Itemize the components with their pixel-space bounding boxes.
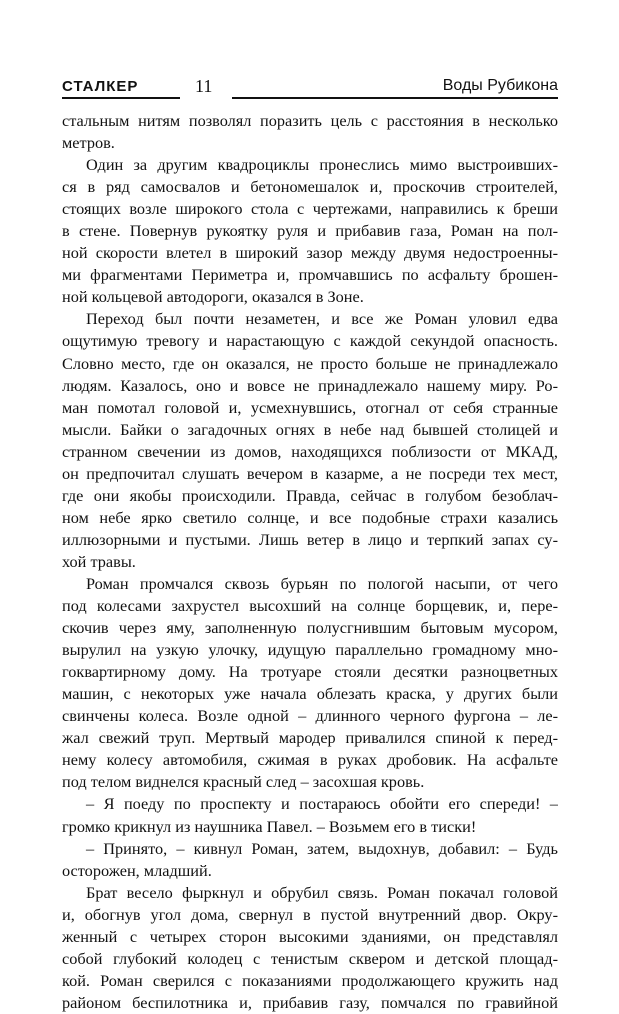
text-line: и, обогнув угол дома, свернул в пустой внутренний двор. Окру- [62, 904, 558, 924]
text-line: стальным нитям позволял поразить цель с расстояния в несколько [62, 111, 558, 130]
series-title: СТАЛКЕР [62, 78, 139, 95]
text-line: кой. Роман сверился с показаниями продолжающего кружить над [62, 970, 558, 990]
header-rule-left [62, 97, 180, 99]
text-line: хой травы. [62, 551, 136, 571]
text-line: где они якобы происходили. Правда, сейчас в голубом безоблач- [62, 485, 558, 505]
page-number: 11 [195, 76, 213, 96]
text-line: мысли. Байки о загадочных огнях в небе над бывшей столицей и [62, 419, 558, 439]
text-line: метров. [62, 133, 115, 153]
text-line: ман помотал головой и, усмехнувшись, отогнал от себя странные [62, 397, 558, 417]
text-line: вырулил на узкую улочку, идущую параллельно громадному мно- [62, 640, 558, 660]
text-line: громко крикнул из наушника Павел. – Возьмем его в тиски! [62, 816, 477, 836]
text-line: ной кольцевой автодороги, оказался в Зоне. [62, 287, 364, 307]
text-line: женный с четырех сторон высокими зданиями, он представлял [62, 926, 558, 946]
text-line: стоящих возле широкого стола с чертежами, направились к бреши [62, 199, 558, 219]
text-line: он предпочитал слушать вечером в казарме, а не посреди тех мест, [62, 463, 558, 483]
body-text [62, 110, 558, 1014]
text-line: Переход был почти незаметен, и все же Роман уловил едва [86, 309, 558, 329]
text-line: Брат весело фыркнул и обрубил связь. Роман покачал головой [86, 882, 558, 902]
text-line: скочив через яму, заполненную полусгнившим бытовым мусором, [62, 618, 558, 638]
text-line: под телом виднелся красный след – засохшая кровь. [62, 772, 425, 792]
text-line: ной скорости влетел в широкий зазор между двумя недостроенны- [62, 243, 558, 263]
text-line: Словно место, где он оказался, не просто больше не принадлежало [62, 353, 558, 373]
text-line: Роман промчался сквозь бурьян по пологой насыпи, от чего [86, 573, 558, 593]
text-line: нему колесу автомобиля, сжимая в руках дробовик. На асфальте [62, 750, 558, 770]
text-line: собой глубокий колодец с тенистым сквером и детской площад- [62, 948, 558, 968]
text-line: районом беспилотника и, прибавив газу, помчался по гравийной [62, 992, 558, 1012]
text-line: ном небе ярко светило солнце, и все подобные страхи казались [62, 507, 558, 527]
running-header [62, 78, 558, 102]
text-line: ми фрагментами Периметра и, промчавшись по асфальту брошен- [62, 265, 558, 285]
text-line: в стене. Повернув рукоятку руля и прибавив газа, Роман на пол- [62, 221, 558, 241]
text-line: свинчены колеса. Возле одной – длинного черного фургона – ле- [62, 706, 558, 726]
text-line: – Я поеду по проспекту и постараюсь обойти его спереди! – [86, 794, 558, 814]
text-line: машин, с некоторых уже начала облезать краска, у других были [62, 684, 558, 704]
text-line: жал свежий труп. Мертвый мародер привалился спиной к перед- [62, 728, 558, 748]
text-line: осторожен, младший. [62, 860, 212, 880]
text-line: ся в ряд самосвалов и бетономешалок и, проскочив строителей, [62, 177, 558, 197]
text-line: странном свечении из домов, находящихся поблизости от МКАД, [62, 441, 558, 461]
text-line: Один за другим квадроциклы пронеслись мимо выстроивших- [86, 155, 558, 175]
text-line: ощутимую тревогу и нарастающую с каждой секундой опасность. [62, 331, 558, 351]
text-line: людям. Казалось, оно и вовсе не принадлежало нашему миру. Ро- [62, 375, 558, 395]
text-line: иллюзорными и пустыми. Лишь ветер в лицо и терпкий запах су- [62, 529, 558, 549]
text-line: гоквартирному дому. На тротуаре стояли десятки разноцветных [62, 662, 558, 682]
text-line: под колесами захрустел высохший на солнце борщевик, и, пере- [62, 596, 558, 616]
text-line: – Принято, – кивнул Роман, затем, выдохнув, добавил: – Будь [86, 838, 558, 858]
header-rule-right [232, 97, 558, 99]
book-title: Воды Рубикона [442, 77, 558, 94]
